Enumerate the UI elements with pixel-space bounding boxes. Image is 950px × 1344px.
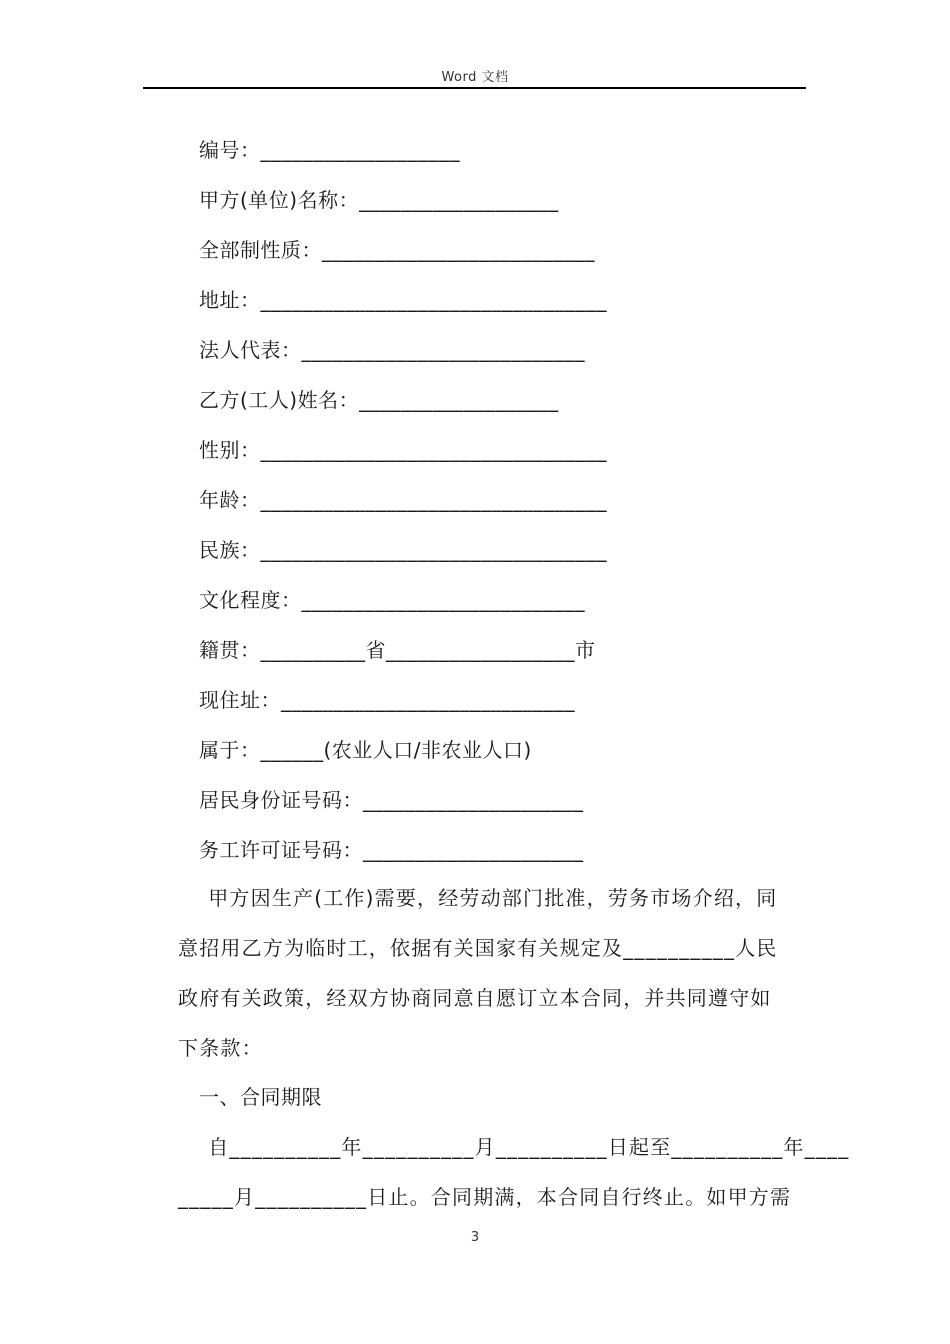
field-contract-number: 编号：___________________	[199, 138, 460, 162]
field-party-b-name: 乙方(工人)姓名：___________________	[199, 388, 559, 412]
field-current-address: 现住址：____________________________	[199, 688, 575, 712]
field-work-permit-number: 务工许可证号码：_____________________	[199, 838, 584, 862]
paragraph-line: 意招用乙方为临时工，依据有关国家有关规定及__________人民	[178, 936, 778, 960]
header-divider	[143, 87, 806, 89]
field-education: 文化程度：___________________________	[199, 588, 585, 612]
paragraph-line: _____月__________日止。合同期满，本合同自行终止。如甲方需	[178, 1185, 792, 1209]
field-legal-representative: 法人代表：___________________________	[199, 338, 585, 362]
page-number: 3	[470, 1230, 480, 1245]
paragraph-line: 政府有关政策，经双方协商同意自愿订立本合同，并共同遵守如	[178, 986, 772, 1010]
header-title: Word 文档	[441, 70, 509, 85]
field-ownership-type: 全部制性质：__________________________	[199, 238, 595, 262]
field-address: 地址：_________________________________	[199, 288, 607, 312]
paragraph-line: 下条款：	[178, 1036, 263, 1060]
field-ethnicity: 民族：_________________________________	[199, 538, 607, 562]
field-id-number: 居民身份证号码：_____________________	[199, 788, 584, 812]
field-party-a-name: 甲方(单位)名称：___________________	[199, 188, 559, 212]
field-gender: 性别：_________________________________	[199, 438, 607, 462]
field-age: 年龄：_________________________________	[199, 488, 607, 512]
paragraph-line: 自__________年__________月__________日起至__________年____	[178, 1135, 850, 1159]
field-household-type: 属于：______(农业人口/非农业人口)	[199, 738, 532, 762]
paragraph-line: 甲方因生产(工作)需要，经劳动部门批准，劳务市场介绍，同	[178, 886, 778, 910]
section-heading-contract-term: 一、合同期限	[199, 1085, 322, 1109]
field-native-place: 籍贯：__________省__________________市	[199, 638, 596, 662]
